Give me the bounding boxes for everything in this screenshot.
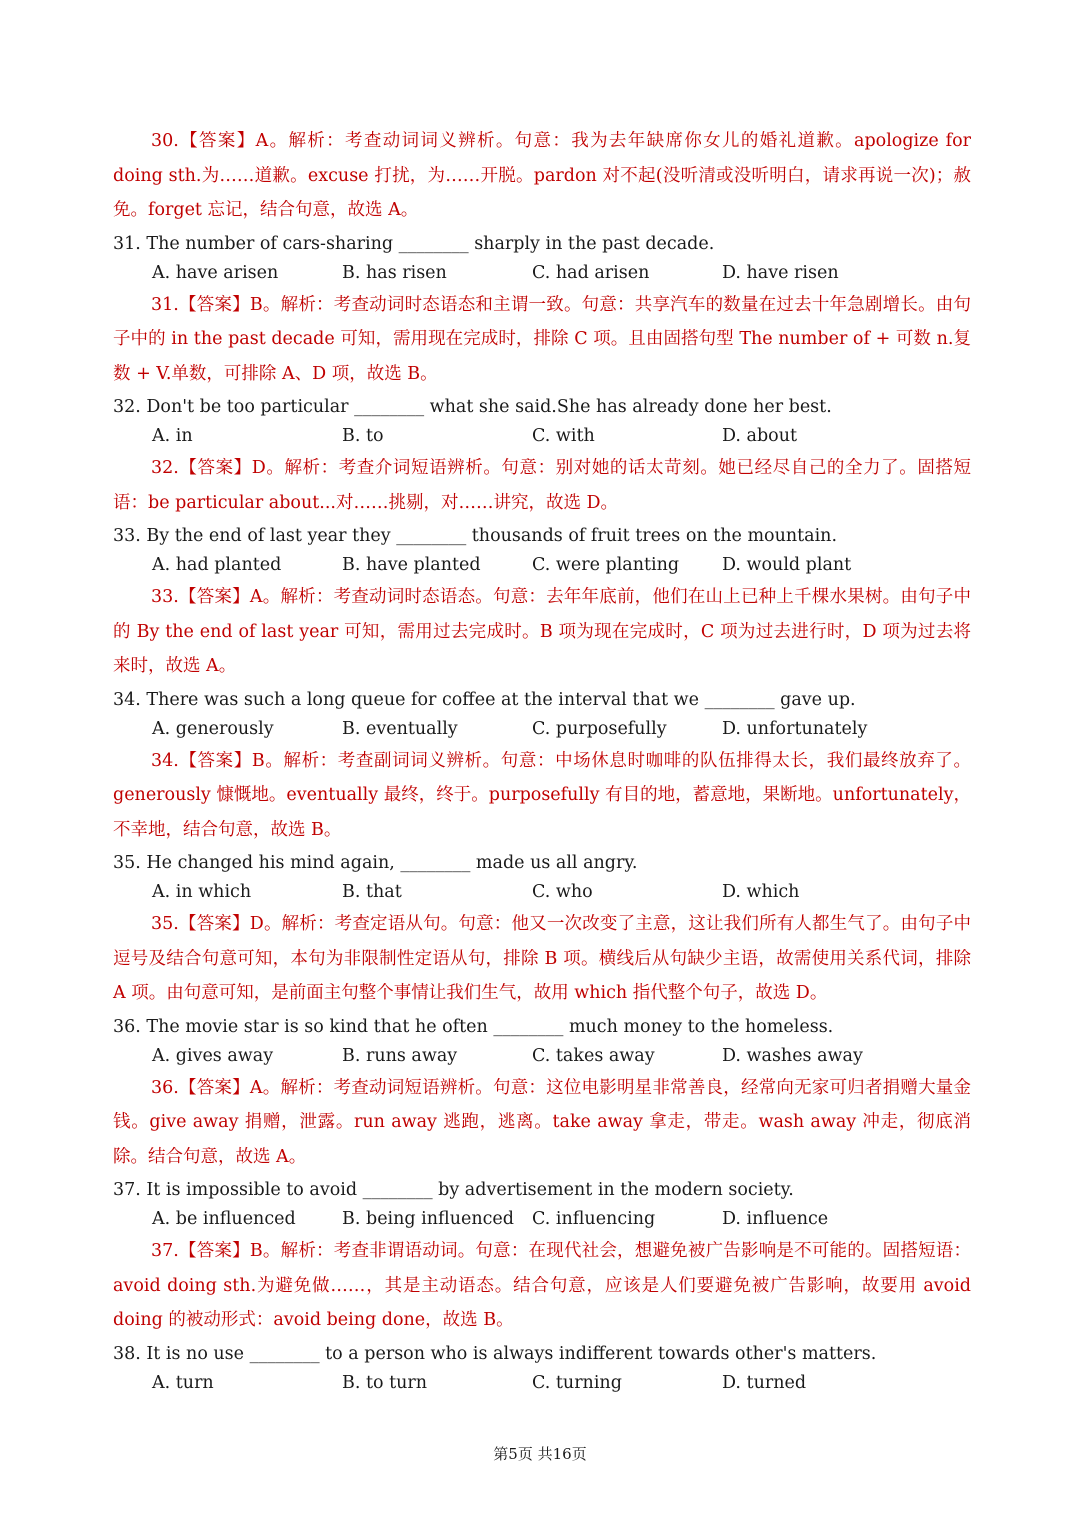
option-d: D. about: [722, 426, 798, 446]
question-text-34: 34. There was such a long queue for coffee at the interval that we ________ gave up.: [113, 689, 856, 710]
option-d: D. would plant: [722, 555, 852, 575]
option-b: B. to: [342, 426, 384, 446]
answer-explanation-32: [113, 451, 971, 520]
answer-explanation-37: [113, 1234, 971, 1338]
option-d: D. turned: [722, 1372, 807, 1393]
option-c: C. were planting: [532, 555, 680, 575]
option-a: A. had planted: [152, 555, 282, 575]
question-block-37: [113, 1176, 971, 1338]
option-d: D. washes away: [722, 1045, 863, 1066]
answer-text-34: 34.【答案】B。解析：考查副词词义辨析。句意：中场休息时咖啡的队伍排得太长，我们最终放弃了。generously 慷慨地。eventually 最终，终于。purposefully 有目的地，蓄意地，果断地。unfortunately，不幸地，结合句意，故选 B。: [113, 750, 971, 840]
answer-explanation-35: [113, 907, 971, 1011]
option-a: A. turn: [152, 1372, 214, 1393]
question-text-37: 37. It is impossible to avoid ________ by advertisement in the modern society.: [113, 1180, 794, 1200]
answer-explanation-34: [113, 744, 971, 848]
question-text-31: 31. The number of cars-sharing ________ sharply in the past decade.: [113, 233, 715, 254]
option-a: A. in which: [152, 882, 252, 902]
option-c: C. purposefully: [532, 718, 667, 739]
option-b: B. runs away: [342, 1045, 458, 1066]
question-block-31: [113, 230, 971, 392]
question-text-32: 32. Don't be too particular ________ what she said.She has already done her best.: [113, 397, 832, 417]
answer-explanation-33: [113, 580, 971, 684]
option-d: D. influence: [722, 1209, 829, 1229]
question-block-35: [113, 849, 971, 1011]
option-a: A. gives away: [152, 1045, 274, 1066]
question-text-36: 36. The movie star is so kind that he often ________ much money to the homeless.: [113, 1016, 834, 1037]
question-block-33: [113, 522, 971, 684]
answer-text-35: 35.【答案】D。解析：考查定语从句。句意：他又一次改变了主意，这让我们所有人都生气了。由句子中逗号及结合句意可知，本句为非限制性定语从句，排除 B 项。横线后从句缺少主语，故需使用关系代词，排除 A 项。由句意可知，是前面主句整个事情让我们生气，故用 which 指代整个句子，故选 D。: [113, 914, 971, 1003]
answer-text-37: 37.【答案】B。解析：考查非谓语动词。句意：在现代社会，想避免被广告影响是不可能的。固搭短语：avoid doing sth.为避免做……，其是主动语态。结合句意，应该是人们要避免被广告影响，故要用 avoid doing 的被动形式：avoid being done，故选 B。: [113, 1241, 971, 1330]
question-block-36: [113, 1013, 971, 1175]
option-c: C. influencing: [532, 1209, 656, 1229]
option-a: A. be influenced: [152, 1209, 296, 1229]
answer-explanation-36: [113, 1071, 971, 1175]
question-block-34: [113, 686, 971, 848]
option-b: B. that: [342, 882, 402, 902]
answer-explanation-30: [113, 124, 971, 228]
option-b: B. has risen: [342, 262, 447, 283]
option-d: D. unfortunately: [722, 718, 868, 739]
option-c: C. had arisen: [532, 262, 650, 283]
answer-text-36: 36.【答案】A。解析：考查动词短语辨析。句意：这位电影明星非常善良，经常向无家可归者捐赠大量金钱。give away 捐赠，泄露。run away 逃跑，逃离。take away 拿走，带走。wash away 冲走，彻底消除。结合句意，故选 A。: [113, 1077, 971, 1167]
answer-text-33: 33.【答案】A。解析：考查动词时态语态。句意：去年年底前，他们在山上已种上千棵水果树。由句子中的 By the end of last year 可知，需用过去完成时。B 项为现在完成时，C 项为过去进行时，D 项为过去将来时，故选 A。: [113, 587, 971, 676]
question-block-30: [113, 124, 971, 228]
option-b: B. to turn: [342, 1372, 428, 1393]
options-row-34: [113, 715, 971, 744]
option-d: D. which: [722, 882, 800, 902]
option-a: A. have arisen: [152, 262, 279, 283]
options-row-33: [113, 551, 971, 580]
option-a: A. in: [152, 426, 193, 446]
option-a: A. generously: [152, 718, 274, 739]
option-c: C. turning: [532, 1372, 622, 1393]
options-row-31: [113, 259, 971, 288]
options-row-35: [113, 878, 971, 907]
question-block-32: [113, 393, 971, 520]
answer-text-32: 32.【答案】D。解析：考查介词短语辨析。句意：别对她的话太苛刻。她已经尽自己的全力了。固搭短语：be particular about...对……挑剔，对……讲究，故选 D。: [113, 458, 971, 513]
page-footer: 第5页 共16页: [493, 1445, 587, 1463]
answer-text-30: 30.【答案】A。解析：考查动词词义辨析。句意：我为去年缺席你女儿的婚礼道歉。apologize for doing sth.为……道歉。excuse 打扰，为……开脱。pardon 对不起(没听清或没听明白，请求再说一次)；赦免。forget 忘记，结合句意，故选 A。: [113, 131, 971, 220]
option-b: B. eventually: [342, 718, 458, 739]
question-block-38: [113, 1340, 971, 1398]
question-text-38: 38. It is no use ________ to a person who is always indifferent towards other's matters.: [113, 1343, 877, 1364]
options-row-38: [113, 1369, 971, 1398]
question-text-35: 35. He changed his mind again, ________ made us all angry.: [113, 853, 638, 873]
option-d: D. have risen: [722, 262, 839, 283]
answer-explanation-31: [113, 288, 971, 392]
options-row-37: [113, 1205, 971, 1234]
option-b: B. have planted: [342, 555, 481, 575]
option-b: B. being influenced: [342, 1209, 514, 1229]
answer-text-31: 31.【答案】B。解析：考查动词时态语态和主谓一致。句意：共享汽车的数量在过去十年急剧增长。由句子中的 in the past decade 可知，需用现在完成时，排除 C 项。且由固搭句型 The number of + 可数 n.复数 + V.单数，可排除 A、D 项，故选 B。: [113, 294, 971, 384]
question-text-33: 33. By the end of last year they ________ thousands of fruit trees on the mountain.: [113, 526, 838, 546]
options-row-32: [113, 422, 971, 451]
option-c: C. who: [532, 882, 593, 902]
option-c: C. with: [532, 426, 595, 446]
worksheet-page: [113, 122, 971, 1398]
options-row-36: [113, 1042, 971, 1071]
option-c: C. takes away: [532, 1045, 655, 1066]
